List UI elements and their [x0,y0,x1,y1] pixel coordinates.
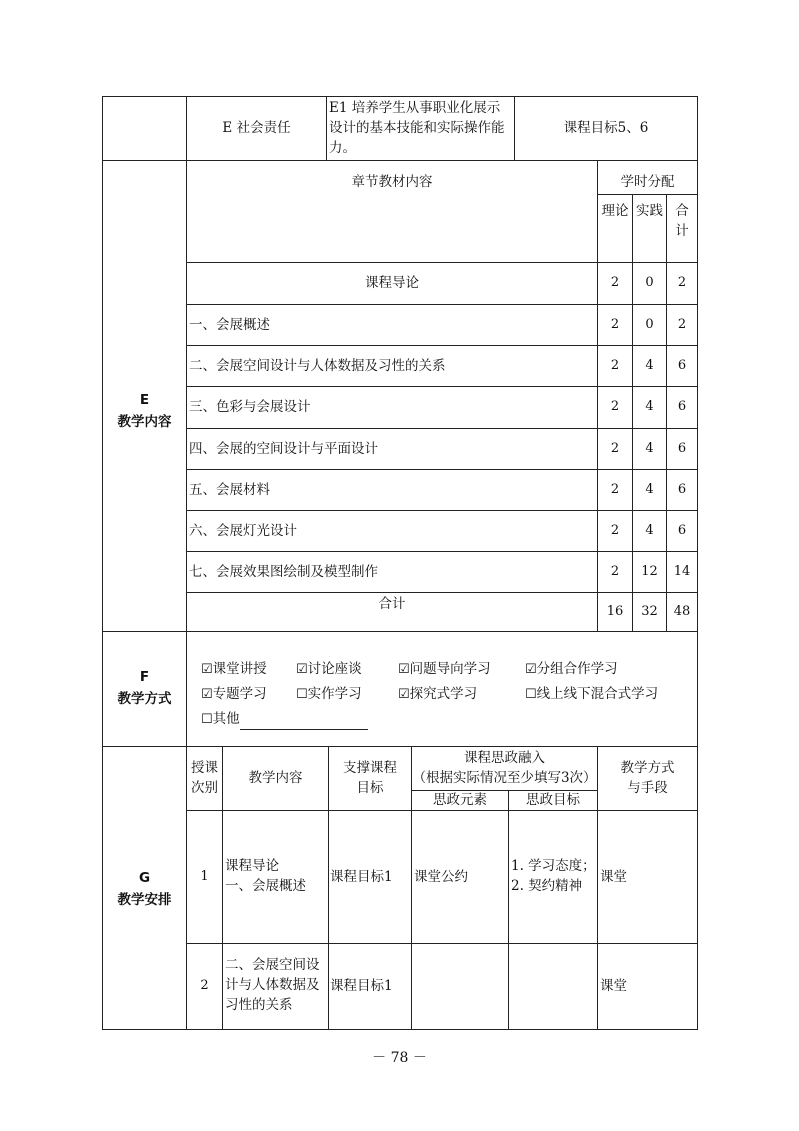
section-f-title: 教学方式 [117,691,172,707]
row-divider [186,592,698,593]
row-divider [186,345,698,346]
col-divider [186,96,187,1030]
chapter-name: 七、会展效果图绘制及模型制作 [189,564,378,580]
target-header: 支撑课程 目标 [343,760,397,796]
schedule-goals: 1. 学习态度； 2. 契约精神 [511,858,596,894]
total-header: 合 计 [675,203,689,239]
schedule-content: 二、会展空间设 计与人体数据及 习性的关系 [225,957,320,1013]
chapter-name: 三、色彩与会展设计 [189,399,311,415]
other-blank-line[interactable] [240,714,368,730]
section-e-title: 教学内容 [117,414,172,430]
method-option[interactable]: ☑探究式学习 [398,686,478,702]
row-divider [102,160,698,161]
total-hours: 6 [677,358,687,373]
table-border-right [697,96,698,1030]
checkbox-checked-icon[interactable]: ☑ [201,687,213,702]
practice-hours: 4 [645,441,654,456]
chapter-name: 五、会展材料 [189,482,270,498]
method-option-other[interactable]: ☐其他 [201,709,368,730]
ideology-header: 课程思政融入 （根据实际情况至少填写3次） [412,750,597,786]
checkbox-checked-icon[interactable]: ☑ [201,662,213,677]
method-option[interactable]: ☐线上线下混合式学习 [525,686,659,702]
schedule-target: 课程目标1 [330,978,393,994]
total-hours: 6 [677,441,687,456]
goals-header: 思政目标 [526,792,580,808]
practice-hours-sum: 32 [641,604,658,619]
section-f-code: F [139,669,150,685]
total-hours: 2 [677,275,687,290]
practice-hours: 0 [645,275,654,290]
schedule-content: 课程导论 一、会展概述 [225,858,306,894]
row-divider [186,810,698,811]
total-hours: 2 [677,317,687,332]
theory-hours-sum: 16 [606,604,624,619]
total-hours-sum: 48 [673,604,691,619]
elements-header: 思政元素 [433,792,487,808]
sum-label: 合计 [378,596,406,612]
page-number: － 78 － [372,1050,427,1066]
chapter-name: 四、会展的空间设计与平面设计 [189,441,378,457]
content-header: 教学内容 [248,770,303,786]
practice-hours: 4 [645,523,654,538]
schedule-seq: 2 [200,978,209,993]
method-option[interactable]: ☐实作学习 [296,686,362,702]
social-responsibility-label: E 社会责任 [222,120,291,136]
row-divider [102,746,698,747]
col-divider [508,790,509,1030]
col-divider [411,746,412,1030]
row-divider [186,469,698,470]
chapter-name: 课程导论 [365,275,419,291]
theory-hours: 2 [610,523,620,538]
col-divider [597,160,598,631]
practice-hours: 0 [645,317,654,332]
row-divider [186,262,698,263]
row-divider [186,386,698,387]
method-option[interactable]: ☑讨论座谈 [296,661,362,677]
col-divider [222,746,223,1030]
checkbox-checked-icon[interactable]: ☑ [398,687,410,702]
schedule-seq: 1 [200,869,209,884]
theory-header: 理论 [601,203,629,219]
method-option[interactable]: ☑课堂讲授 [201,661,267,677]
practice-header: 实践 [636,203,663,219]
table-border-top [102,96,698,97]
theory-hours: 2 [610,399,620,414]
section-g-title: 教学安排 [117,892,172,908]
total-hours: 6 [677,399,687,414]
practice-hours: 4 [645,358,654,373]
row-divider [186,428,698,429]
chapter-name: 六、会展灯光设计 [189,523,297,539]
method-option[interactable]: ☑专题学习 [201,686,267,702]
checkbox-unchecked-icon[interactable]: ☐ [296,687,308,702]
checkbox-checked-icon[interactable]: ☑ [296,662,308,677]
desc-line: 力。 [329,140,356,156]
schedule-method: 课堂 [600,869,627,885]
theory-hours: 2 [610,441,620,456]
desc-line: 设计的基本技能和实际操作能 [329,120,505,136]
theory-hours: 2 [610,317,620,332]
schedule-elements: 课堂公约 [414,869,468,885]
section-g-code: G [138,870,151,886]
theory-hours: 2 [610,275,620,290]
method-option[interactable]: ☑分组合作学习 [525,661,618,677]
desc-line: E1 培养学生从事职业化展示 [329,100,501,116]
row-divider [102,631,698,632]
theory-hours: 2 [610,564,620,579]
social-responsibility-target: 课程目标5、6 [563,120,649,136]
practice-hours: 12 [641,564,658,579]
row-divider [186,551,698,552]
practice-hours: 4 [645,399,654,414]
content-column-header: 章节教材内容 [351,174,433,190]
chapter-name: 二、会展空间设计与人体数据及习性的关系 [189,358,446,374]
row-divider [186,943,698,944]
row-divider [186,304,698,305]
method-header: 教学方式 与手段 [620,760,675,796]
practice-hours: 4 [645,482,654,497]
total-hours: 6 [677,523,687,538]
row-divider [597,194,698,195]
social-responsibility-desc [329,98,514,158]
checkbox-unchecked-icon[interactable]: ☐ [525,687,537,702]
theory-hours: 2 [610,482,620,497]
schedule-method: 课堂 [600,978,627,994]
method-option[interactable]: ☑问题导向学习 [398,661,491,677]
row-divider [186,510,698,511]
schedule-target: 课程目标1 [330,869,393,885]
col-divider [326,96,327,160]
section-e-code: E [139,392,150,408]
theory-hours: 2 [610,358,620,373]
checkbox-checked-icon[interactable]: ☑ [525,662,537,677]
hours-header: 学时分配 [620,174,675,190]
chapter-name: 一、会展概述 [189,317,270,333]
total-hours: 14 [673,564,691,579]
total-hours: 6 [677,482,687,497]
table-border-bottom [102,1029,698,1030]
checkbox-unchecked-icon[interactable]: ☐ [201,712,213,727]
seq-header: 授课 次别 [191,760,218,796]
checkbox-checked-icon[interactable]: ☑ [398,662,410,677]
